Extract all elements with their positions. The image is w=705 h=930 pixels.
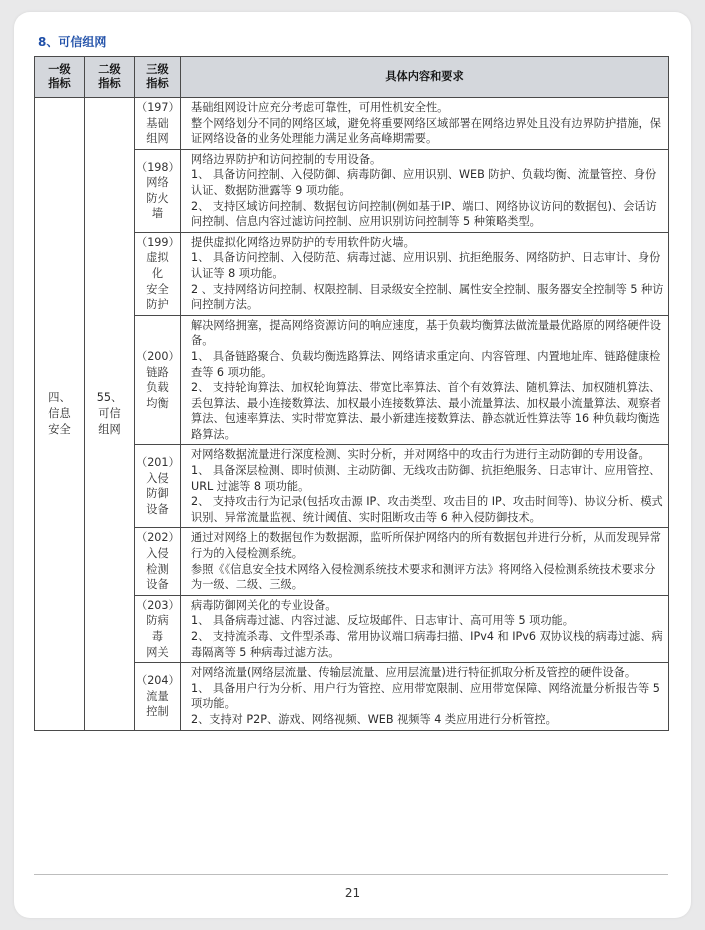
level3-line: 检测 (146, 562, 169, 576)
level3-line: 安全 (146, 282, 169, 296)
content-cell (181, 445, 669, 528)
level2-cell (85, 98, 135, 731)
content-paragraph: 网络边界防护和访问控制的专用设备。 (191, 152, 382, 166)
header-line: 指标 (98, 77, 121, 90)
content-paragraph: 2、 支持攻击行为记录(包括攻击源 IP、攻击类型、攻击目的 IP、攻击时间等)、协议分析、模式识别、异常流量监视、统计阈值、实时阻断攻击等 6 种入侵防御技术。 (191, 495, 663, 524)
header-content: 具体内容和要求 (181, 57, 669, 98)
table-header-row (35, 57, 669, 98)
content-paragraph: 2、 支持轮询算法、加权轮询算法、带宽比率算法、首个有效算法、随机算法、加权随机算法、丢包算法、最小连接数算法、加权最小连接数算法、最小流量算法、加权最小流量算法、观察者算法、包速率算法、实时带宽算法、最小新建连接数算法、静态就近性算法等 16 种负载均衡选路算法。 (191, 381, 661, 441)
content-paragraph: 1、 具备病毒过滤、内容过滤、反垃圾邮件、日志审计、高可用等 5 项功能。 (191, 614, 574, 628)
content-paragraph: 1、 具备访问控制、入侵防范、病毒过滤、应用识别、抗拒绝服务、网络防护、日志审计、身份认证等 8 项功能。 (191, 251, 661, 280)
content-cell (181, 232, 669, 315)
level3-cell (135, 445, 181, 528)
content-paragraph: 参照《《信息安全技术网络入侵检测系统技术要求和测评方法》将网络入侵检测系统技术要求分为一级、二级、三级。 (191, 562, 656, 592)
content-paragraph: 解决网络拥塞，提高网络资源访问的响应速度，基于负载均衡算法做流量最优路原的网络硬件设备。 (191, 318, 661, 348)
header-level3 (135, 57, 181, 98)
section-title: 8、可信组网 (38, 35, 107, 49)
level3-line: 防病 (146, 614, 169, 628)
level3-line: 虚拟 (146, 251, 169, 265)
content-paragraph: 整个网络划分不同的网络区域，避免将重要网络区域部署在网络边界处且没有边界防护措施，保证网络设备的业务处理能力满足业务高峰期需要。 (191, 116, 661, 146)
content-paragraph: 2、支持对 P2P、游戏、网络视频、WEB 视频等 4 类应用进行分析管控。 (191, 712, 557, 726)
level3-line: 控制 (146, 705, 169, 719)
level3-line: 链路 (146, 365, 169, 379)
content-cell (181, 98, 669, 150)
content-paragraph: 1、 具备访问控制、入侵防御、病毒防御、应用识别、WEB 防护、负载均衡、流量管控、身份认证、数据防泄露等 9 项功能。 (191, 168, 657, 197)
header-level1 (35, 57, 85, 98)
footer-divider (34, 874, 668, 875)
level3-line: 防火 (146, 191, 169, 205)
content-paragraph: 1、 具备用户行为分析、用户行为管控、应用带宽限制、应用带宽保障、网络流量分析报告等 5 项功能。 (191, 681, 660, 711)
level3-line: （203） (136, 598, 180, 612)
level3-line: 网络 (146, 176, 169, 190)
level3-line: 毒 (151, 630, 164, 643)
level3-line: （204） (136, 673, 180, 687)
level3-cell (135, 663, 181, 730)
content-paragraph: 对网络流量(网络层流量、传输层流量、应用层流量)进行特征抓取分析及管控的硬件设备。 (191, 666, 637, 680)
content-paragraph: 2、 支持流杀毒、文件型杀毒、常用协议端口病毒扫描、IPv4 和 IPv6 双协议栈的病毒过滤、病毒隔离等 5 种病毒过滤方法。 (191, 630, 663, 659)
level2-line: 组网 (98, 422, 121, 436)
level3-line: （199） (136, 235, 180, 249)
level3-line: （198） (136, 160, 180, 174)
header-line: 二级 (98, 63, 121, 76)
level3-line: 基础 (146, 116, 169, 130)
level2-line: 55、 (96, 391, 123, 405)
level3-line: 化 (151, 266, 164, 280)
header-line: 指标 (146, 77, 169, 90)
content-paragraph: 提供虚拟化网络边界防护的专用软件防火墙。 (191, 235, 415, 249)
level3-cell (135, 315, 181, 445)
level3-cell (135, 232, 181, 315)
level3-line: 设备 (146, 503, 169, 517)
content-paragraph: 1、 具备深层检测、即时侦测、主动防御、无线攻击防御、抗拒绝服务、日志审计、应用管控、URL 过滤等 8 项功能。 (191, 464, 661, 493)
level3-line: 设备 (146, 578, 169, 592)
content-paragraph: 2 、支持网络访问控制、权限控制、目录级安全控制、属性安全控制、服务器安全控制等 5 种访问控制方法。 (191, 282, 664, 312)
level3-line: （201） (136, 456, 180, 470)
level3-line: （202） (136, 531, 180, 545)
content-paragraph: 病毒防御网关化的专业设备。 (191, 598, 337, 612)
level3-line: 网关 (146, 645, 169, 659)
level3-cell (135, 98, 181, 150)
requirements-table (34, 56, 669, 731)
level1-line: 安全 (48, 422, 71, 436)
content-cell (181, 528, 669, 595)
level3-line: 防御 (146, 487, 169, 501)
level3-line: 防护 (146, 298, 169, 312)
header-line: 三级 (146, 63, 169, 76)
level3-line: 入侵 (146, 547, 169, 561)
content-cell (181, 595, 669, 662)
level1-line: 信息 (48, 406, 71, 420)
level3-cell (135, 149, 181, 232)
level3-cell (135, 528, 181, 595)
content-paragraph: 基础组网设计应充分考虑可靠性，可用性机安全性。 (191, 101, 449, 114)
table-row (35, 98, 669, 150)
content-paragraph: 通过对网络上的数据包作为数据源，监听所保护网络内的所有数据包并进行分析，从而发现异常行为的入侵检测系统。 (191, 531, 661, 561)
content-cell (181, 663, 669, 730)
content-cell (181, 149, 669, 232)
content-paragraph: 对网络数据流量进行深度检测、实时分析，并对网络中的攻击行为进行主动防御的专用设备。 (191, 448, 650, 462)
header-level2 (85, 57, 135, 98)
content-paragraph: 2、 支持区域访问控制、数据包访问控制(例如基于IP、端口、网络协议访问的数据包)、会话访问控制、信息内容过滤访问控制、应用识别访问控制等 5 种策略类型。 (191, 199, 657, 229)
level3-line: 流量 (146, 689, 169, 703)
level3-line: （197） (136, 101, 180, 114)
level1-line: 四、 (48, 391, 71, 405)
level3-line: 负载 (146, 381, 169, 395)
content-paragraph: 1、 具备链路聚合、负载均衡选路算法、网络请求重定向、内容管理、内置地址库、链路健康检查等 6 项功能。 (191, 349, 661, 379)
level3-line: 组网 (146, 132, 169, 146)
level2-line: 可信 (98, 406, 121, 420)
header-line: 一级 (48, 63, 71, 76)
page-number: 21 (344, 886, 361, 900)
level3-line: 入侵 (146, 471, 169, 485)
level3-cell (135, 595, 181, 662)
level3-line: 墙 (151, 207, 164, 221)
level3-line: 均衡 (146, 396, 169, 410)
header-line: 指标 (48, 77, 71, 90)
content-cell (181, 315, 669, 445)
level3-line: （200） (136, 349, 180, 363)
level1-cell (35, 98, 85, 731)
